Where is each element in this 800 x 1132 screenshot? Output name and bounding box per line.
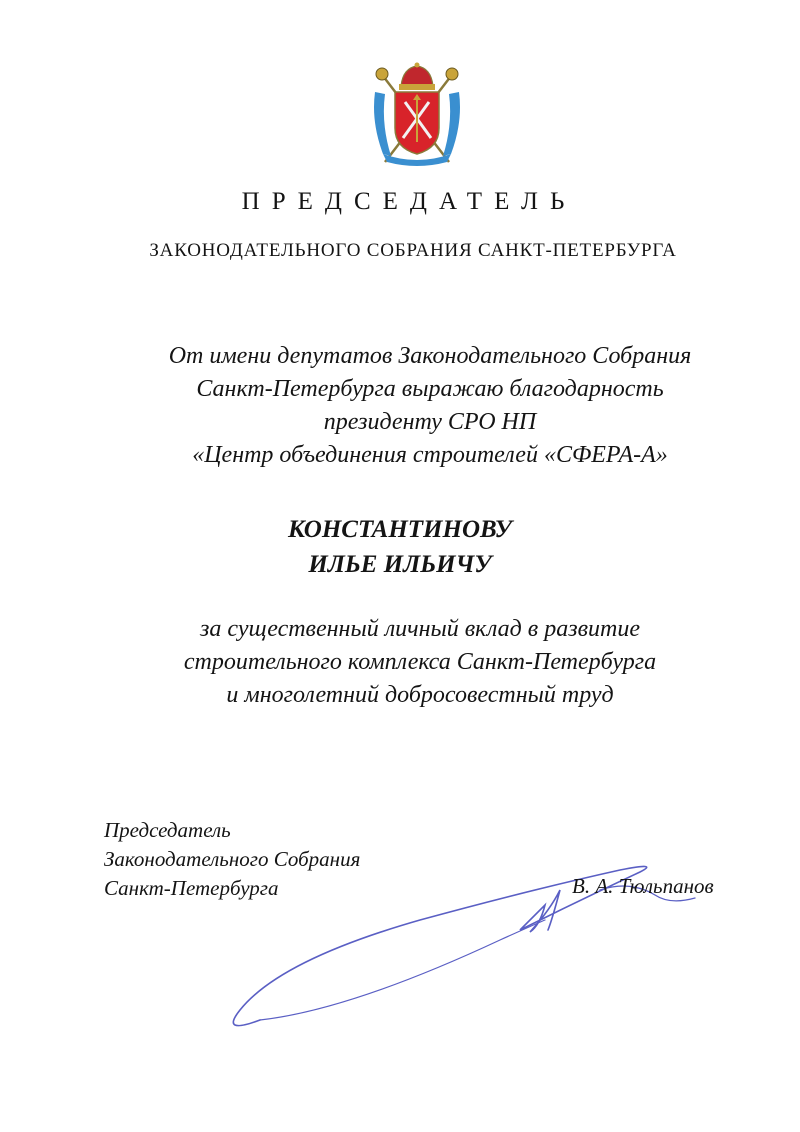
- reason-text: [40, 613, 800, 712]
- organization-subtitle: ЗАКОНОДАТЕЛЬНОГО СОБРАНИЯ САНКТ-ПЕТЕРБУРГА: [149, 240, 677, 261]
- reason-line: и многолетний добросовестный труд: [226, 682, 614, 708]
- gratitude-message: [60, 340, 800, 472]
- message-line: президенту СРО НП: [323, 409, 537, 435]
- recipient-given-name: ИЛЬЕ ИЛЬИЧУ: [308, 551, 492, 578]
- recipient-name: [40, 512, 760, 582]
- reason-line: за существенный личный вклад в развитие: [200, 616, 640, 642]
- reason-line: строительного комплекса Санкт-Петербурга: [183, 649, 657, 675]
- coat-of-arms-icon: [369, 62, 465, 166]
- page-title: ПРЕДСЕДАТЕЛЬ: [241, 188, 577, 215]
- position-line: Председатель: [104, 818, 231, 842]
- recipient-surname: КОНСТАНТИНОВУ: [288, 516, 512, 543]
- message-line: «Центр объединения строителей «СФЕРА-А»: [192, 442, 668, 468]
- message-line: От имени депутатов Законодательного Собрания: [168, 343, 692, 369]
- position-line: Санкт-Петербурга: [104, 876, 279, 900]
- position-line: Законодательного Собрания: [104, 847, 361, 871]
- message-line: Санкт-Петербурга выражаю благодарность: [196, 376, 664, 402]
- signatory-name: В. А. Тюльпанов: [572, 874, 714, 898]
